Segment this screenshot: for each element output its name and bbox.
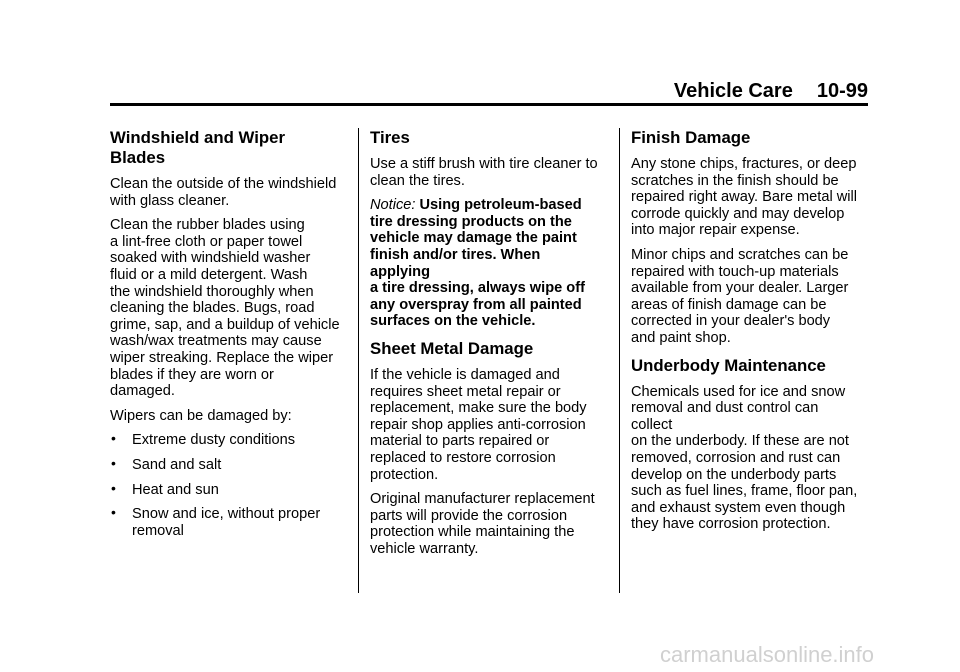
wiper-damage-list (110, 432, 340, 539)
underbody-heading: Underbody Maintenance (631, 355, 826, 375)
column-middle (370, 128, 600, 565)
notice-label: Notice: (370, 197, 416, 214)
tires-notice (370, 197, 600, 330)
notice-text: Using petroleum-based tire dressing products on the vehicle may damage the paint finish and/or tires. When applying a tire dressing, always wipe off any overspray from all painted surfaces on the vehicle. (370, 197, 585, 330)
bullet-icon: • (111, 430, 116, 447)
list-item (110, 479, 340, 499)
windshield-paragraph-1: Clean the outside of the windshield with glass cleaner. (110, 176, 337, 209)
finish-heading: Finish Damage (631, 128, 751, 147)
page-number: 10-99 (816, 80, 868, 102)
page-header (110, 80, 868, 103)
sheet-metal-paragraph-2: Original manufacturer replacement parts will provide the corrosion protection while maintaining the vehicle warranty. (370, 491, 595, 557)
bullet-icon: • (111, 479, 116, 496)
sheet-metal-heading: Sheet Metal Damage (370, 338, 534, 358)
windshield-paragraph-3: Wipers can be damaged by: (110, 407, 292, 424)
list-item-text: Snow and ice, without proper removal (132, 506, 321, 539)
list-item-text: Extreme dusty conditions (132, 432, 296, 449)
column-divider-left (358, 128, 359, 593)
column-left (110, 128, 340, 547)
finish-paragraph-1: Any stone chips, fractures, or deep scratches in the finish should be repaired right away. Bare metal will corrode quickly and may develop into major repair expense. (631, 156, 858, 239)
section-title: Vehicle Care (673, 80, 793, 102)
sheet-metal-paragraph-1: If the vehicle is damaged and requires sheet metal repair or replacement, make sure the body repair shop applies anti-corrosion material to parts repaired or replaced to restore corrosion protection. (370, 366, 587, 483)
list-item-text: Heat and sun (132, 481, 219, 498)
list-item (110, 506, 340, 539)
column-divider-right (619, 128, 620, 593)
list-item-text: Sand and salt (132, 456, 222, 473)
windshield-heading: Windshield and Wiper Blades (110, 128, 285, 167)
finish-paragraph-2: Minor chips and scratches can be repaired with touch-up materials available from your dealer. Larger areas of finish damage can be corrected in your dealer's body and paint shop. (631, 246, 849, 346)
column-right (631, 128, 861, 541)
header-rule (110, 103, 868, 106)
list-item (110, 454, 340, 474)
watermark: carmanualsonline.info (660, 642, 875, 667)
bullet-icon: • (111, 504, 116, 521)
list-item (110, 432, 340, 449)
windshield-paragraph-2: Clean the rubber blades using a lint-free cloth or paper towel soaked with windshield washer fluid or a mild detergent. Wash the windshield thoroughly when cleaning the blades. Bugs, road grime, sap, and a buildup of vehicle wash/wax treatments may cause wiper streaking. Replace the wiper blades if they are worn or damaged. (110, 217, 340, 400)
tires-heading: Tires (370, 128, 410, 147)
tires-paragraph: Use a stiff brush with tire cleaner to clean the tires. (370, 156, 598, 189)
bullet-icon: • (111, 454, 116, 471)
underbody-paragraph: Chemicals used for ice and snow removal and dust control can collect on the underbody. If these are not removed, corrosion and rust can develop on the underbody parts such as fuel lines, frame, floor pan, and exhaust system even though they have corrosion protection. (631, 383, 858, 533)
